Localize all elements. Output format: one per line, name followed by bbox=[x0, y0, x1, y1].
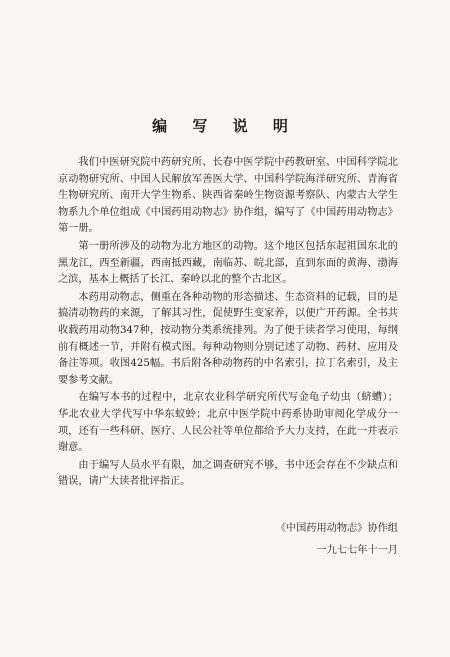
paragraph-3: 本药用动物志，侧重在各种动物的形态描述、生态资料的记载，目的是搞清动物药的来源，了解其习性，促使野生变家养，以便广开药源。全书共收载药用动物347种，按动物分类系统排列。为了便于读者学习使用，每纲前有概述一节，并附有模式图。每种动物则分别记述了动物、药材、应用及备注等项。收图425幅。书后附各种动物药的中名索引，拉丁名索引，及主要参考文献。 bbox=[58, 291, 398, 386]
signature-org: 《中国药用动物志》协作组 bbox=[275, 523, 398, 534]
paragraph-5: 由于编写人员水平有限，加之调查研究不够，书中还会存在不少缺点和错误，请广大读者批评指正。 bbox=[58, 459, 398, 488]
paragraph-1: 我们中医研究院中药研究所、长春中医学院中药教研室、中国科学院北京动物研究所、中国人民解放军善医大学、中国科学院海洋研究所、青海省生物研究所、南开大学生物系、陕西省秦岭生物资源考察队、内蒙古大学生物系九个单位组成《中国药用动物志》协作组，编写了《中国药用动物志》第一册。 bbox=[58, 157, 398, 235]
page-title: 编 写 说 明 bbox=[152, 117, 298, 135]
paragraph-2: 第一册所涉及的动物为北方地区的动物。这个地区包括东起祖国东北的黑龙江，西至新疆，西南抵西藏，南临苏、皖北部，直到东面的黄海、渤海之滨，基本上概括了长江、秦岭以北的整个古北区。 bbox=[58, 240, 398, 286]
paragraph-4: 在编写本书的过程中，北京农业科学研究所代写金龟子幼虫（蛴螬）；华北农业大学代写中华东蚁蛉；北京中医学院中药系协助审阅化学成分一项，还有一些科研、医疗、人民公社等单位都给予大力支持，在此一并表示谢意。 bbox=[58, 392, 398, 454]
signature-date: 一九七七年十一月 bbox=[316, 545, 398, 556]
preface-body bbox=[58, 155, 398, 492]
